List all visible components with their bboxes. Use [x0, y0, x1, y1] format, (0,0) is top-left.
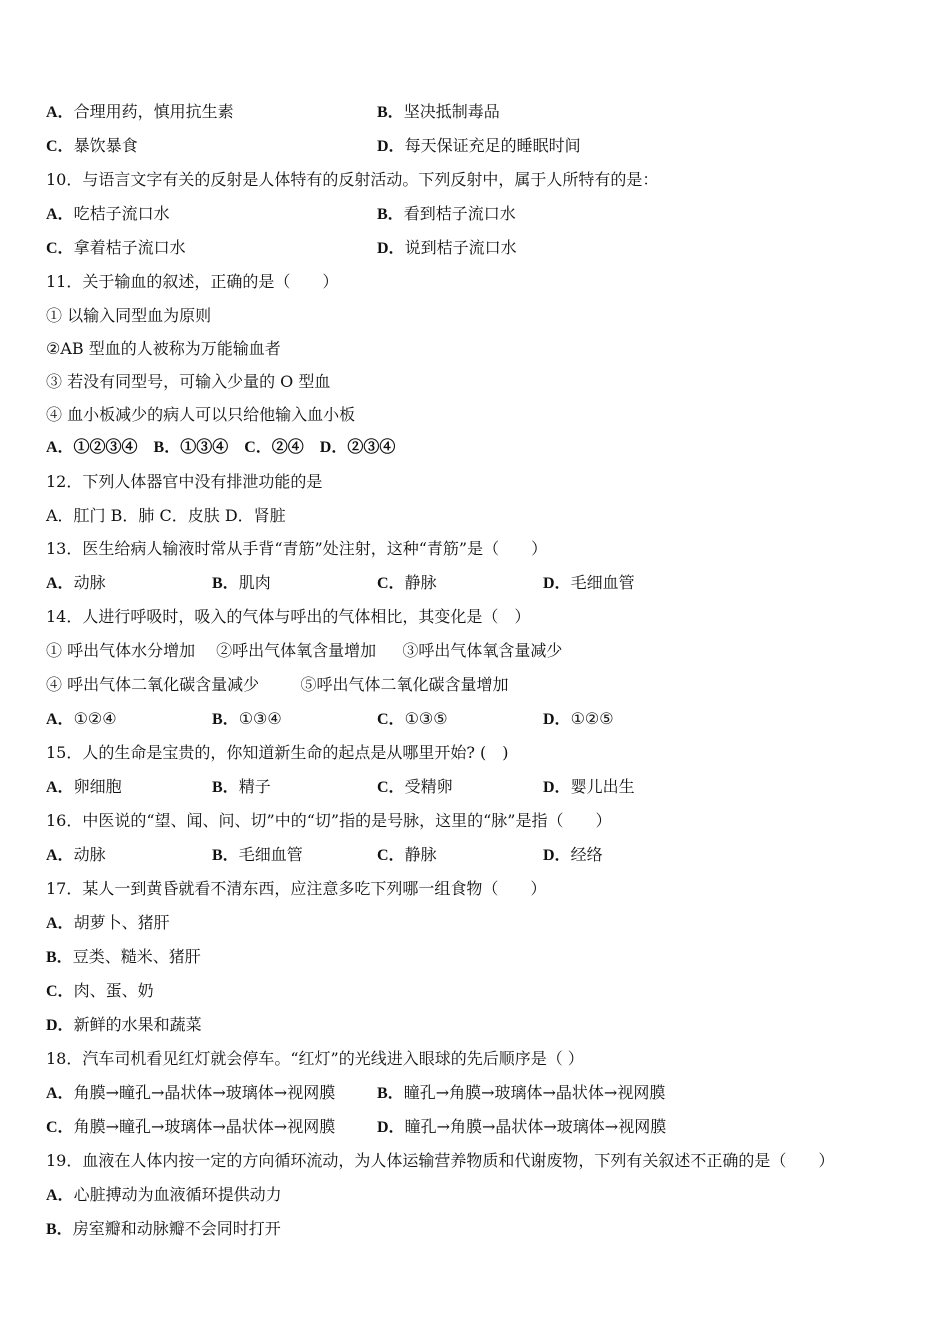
q17-stem: 17．某人一到黄昏就看不清东西，应注意多吃下列哪一组食物（ ）	[46, 879, 547, 898]
q11-statement-4: ④ 血小板减少的病人可以只给他输入血小板	[46, 405, 356, 424]
q16-option-c[interactable]: C．静脉	[377, 845, 437, 864]
q17-option-a[interactable]: A．胡萝卜、猪肝	[46, 913, 170, 932]
q15-option-a[interactable]: A．卵细胞	[46, 777, 122, 796]
q13-option-a[interactable]: A．动脉	[46, 573, 106, 592]
q10-option-b[interactable]: B．看到桔子流口水	[377, 204, 516, 223]
q15-option-b[interactable]: B．精子	[212, 777, 271, 796]
q10-option-a[interactable]: A．吃桔子流口水	[46, 204, 170, 223]
q14-option-b[interactable]: B．①③④	[212, 709, 282, 728]
q19-option-b[interactable]: B．房室瓣和动脉瓣不会同时打开	[46, 1219, 281, 1238]
q12-stem: 12．下列人体器官中没有排泄功能的是	[46, 472, 323, 491]
q12-options[interactable]: A．肛门 B．肺 C．皮肤 D．肾脏	[46, 506, 286, 525]
q9-option-b[interactable]: B．坚决抵制毒品	[377, 102, 500, 121]
q9-option-d[interactable]: D．每天保证充足的睡眠时间	[377, 136, 581, 155]
q15-option-c[interactable]: C．受精卵	[377, 777, 453, 796]
q14-option-a[interactable]: A．①②④	[46, 709, 117, 728]
q19-option-a[interactable]: A．心脏搏动为血液循环提供动力	[46, 1185, 282, 1204]
q17-option-b[interactable]: B．豆类、糙米、猪肝	[46, 947, 201, 966]
q18-option-c[interactable]: C．角膜→瞳孔→玻璃体→晶状体→视网膜	[46, 1117, 336, 1136]
q13-option-c[interactable]: C．静脉	[377, 573, 437, 592]
q10-option-d[interactable]: D．说到桔子流口水	[377, 238, 517, 257]
q14-stem: 14．人进行呼吸时，吸入的气体与呼出的气体相比，其变化是（ ）	[46, 607, 531, 626]
q13-option-d[interactable]: D．毛细血管	[543, 573, 635, 592]
q15-option-d[interactable]: D．婴儿出生	[543, 777, 635, 796]
q18-option-d[interactable]: D．瞳孔→角膜→晶状体→玻璃体→视网膜	[377, 1117, 667, 1136]
q11-stem: 11．关于输血的叙述，正确的是（ ）	[46, 272, 339, 291]
q15-stem: 15．人的生命是宝贵的，你知道新生命的起点是从哪里开始? ( )	[46, 743, 509, 762]
q19-stem: 19．血液在人体内按一定的方向循环流动，为人体运输营养物质和代谢废物，下列有关叙述不正确的是（ ）	[46, 1151, 835, 1170]
q18-option-a[interactable]: A．角膜→瞳孔→晶状体→玻璃体→视网膜	[46, 1083, 336, 1102]
q9-option-c[interactable]: C．暴饮暴食	[46, 136, 138, 155]
q14-option-c[interactable]: C．①③⑤	[377, 709, 448, 728]
q18-stem: 18．汽车司机看见红灯就会停车。“红灯”的光线进入眼球的先后顺序是（ ）	[46, 1049, 584, 1068]
q14-statements-line-1: ① 呼出气体水分增加 ②呼出气体氧含量增加 ③呼出气体氧含量减少	[46, 641, 563, 660]
q13-option-b[interactable]: B．肌肉	[212, 573, 271, 592]
q18-option-b[interactable]: B．瞳孔→角膜→玻璃体→晶状体→视网膜	[377, 1083, 666, 1102]
q10-stem: 10．与语言文字有关的反射是人体特有的反射活动。下列反射中，属于人所特有的是：	[46, 170, 659, 189]
q13-stem: 13．医生给病人输液时常从手背“青筋”处注射，这种“青筋”是（ ）	[46, 539, 548, 558]
q11-statement-1: ① 以输入同型血为原则	[46, 306, 212, 325]
q16-option-b[interactable]: B．毛细血管	[212, 845, 303, 864]
q16-option-a[interactable]: A．动脉	[46, 845, 106, 864]
q14-statements-line-2: ④ 呼出气体二氧化碳含量减少 ⑤呼出气体二氧化碳含量增加	[46, 675, 509, 694]
q11-options[interactable]: A．①②③④ B．①③④ C．②④ D．②③④	[46, 439, 396, 456]
q17-option-d[interactable]: D．新鲜的水果和蔬菜	[46, 1015, 202, 1034]
q16-stem: 16．中医说的“望、闻、问、切”中的“切”指的是号脉，这里的“脉”是指（ ）	[46, 811, 612, 830]
q14-option-d[interactable]: D．①②⑤	[543, 709, 614, 728]
q16-option-d[interactable]: D．经络	[543, 845, 603, 864]
q10-option-c[interactable]: C．拿着桔子流口水	[46, 238, 186, 257]
q17-option-c[interactable]: C．肉、蛋、奶	[46, 981, 154, 1000]
q9-option-a[interactable]: A．合理用药，慎用抗生素	[46, 102, 234, 121]
q11-statement-3: ③ 若没有同型号，可输入少量的 O 型血	[46, 372, 331, 391]
q11-statement-2: ②AB 型血的人被称为万能输血者	[46, 339, 281, 358]
